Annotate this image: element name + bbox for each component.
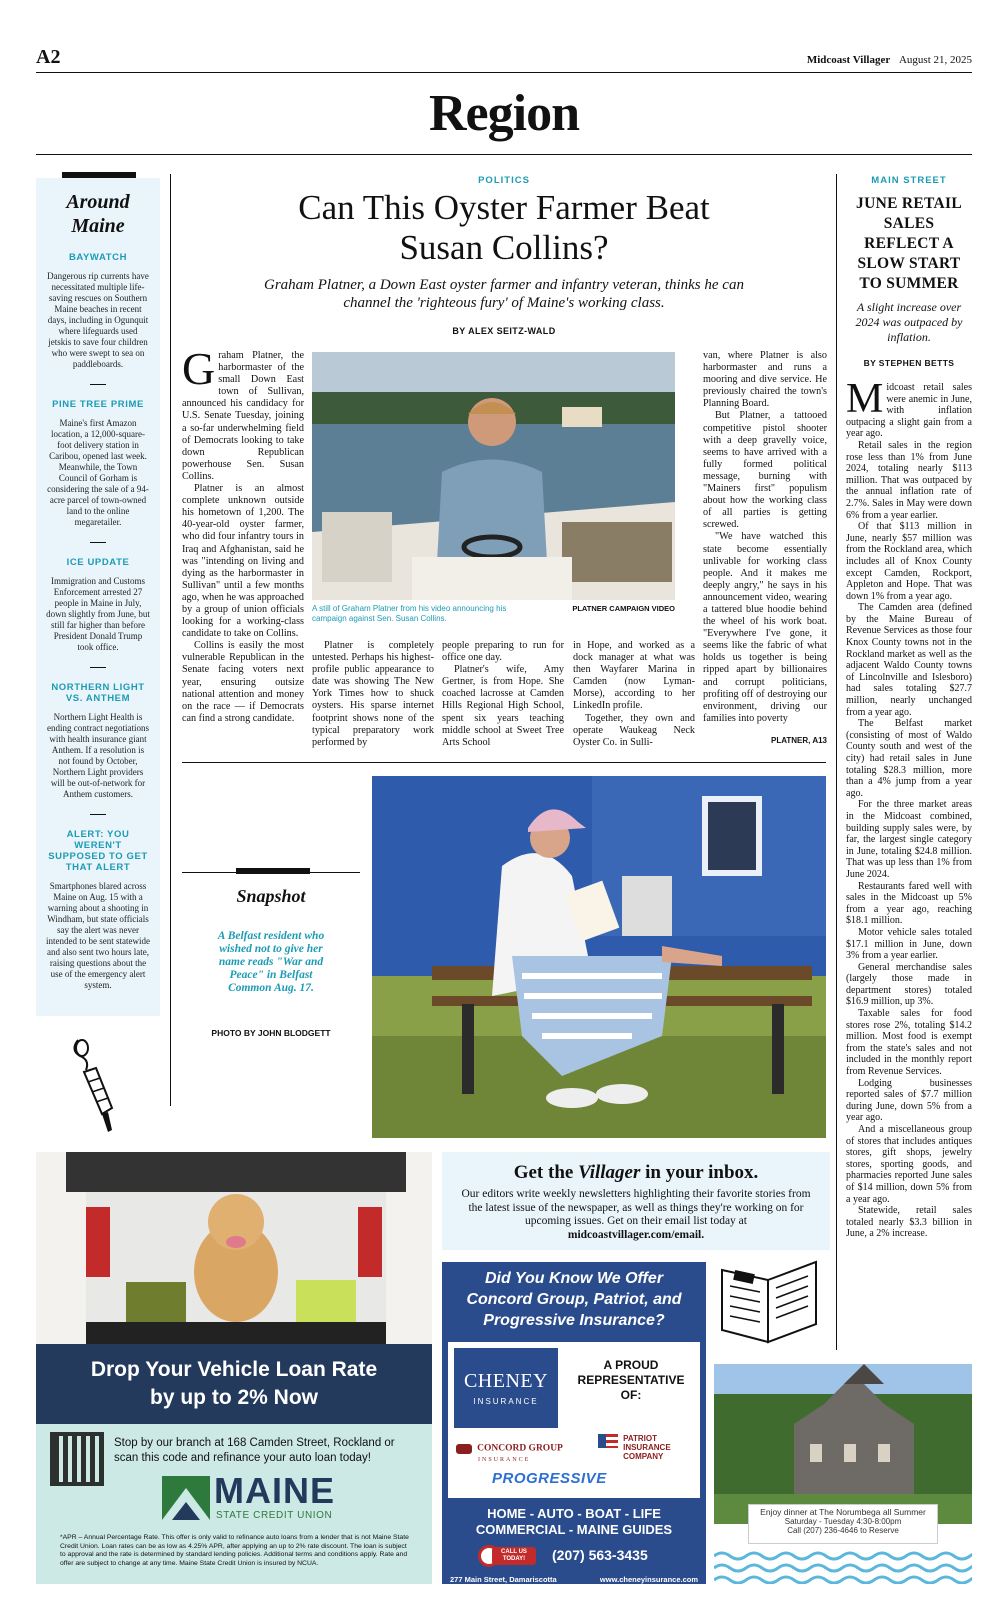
cheney-insurance-ad[interactable] (442, 1262, 706, 1584)
section-title: Region (429, 85, 579, 142)
cheney-brand-sub: INSURANCE (473, 1397, 539, 1406)
newsletter-headline (456, 1162, 816, 1184)
sidebar-item-heading: NORTHERN LIGHT VS. ANTHEM (51, 682, 145, 704)
newsletter-promo[interactable] (442, 1152, 830, 1250)
retail-byline: BY STEPHEN BETTS (863, 358, 955, 368)
sidebar-title: Around Maine (66, 191, 130, 237)
insurance-phone[interactable]: (207) 563-3435 (552, 1547, 648, 1563)
newsletter-headline-pre: Get the (513, 1162, 579, 1183)
column-rule (836, 174, 837, 1350)
newspaper-icon (716, 1250, 822, 1348)
sidebar-item (46, 399, 150, 528)
retail-paragraph: Lodging businesses reported sales of $7.7 million during June, down 5% from a year ago. (846, 1077, 972, 1124)
paper-dateline (807, 54, 972, 66)
newsletter-body-text: Our editors write weekly newsletters highlighting their favorite stories from the latest issue of the newspaper, as well as things they're working on for upcoming issues. Get on their email list today at (461, 1188, 811, 1227)
insurance-headline: Did You Know We Offer Concord Group, Patriot, and Progressive Insurance? (466, 1270, 682, 1329)
retail-paragraph: Restaurants fared well with sales in the Midcoast up 5% from a year ago, reaching $18.1 million. (846, 880, 972, 927)
sidebar-item-text: Immigration and Customs Enforcement arrested 27 people in Maine in July, down slightly from June, but still far higher than before President Donald Trump took office. (46, 576, 150, 652)
sidebar-item-text: Maine's first Amazon location, a 12,000-square-foot delivery station in Caribou, opened last week. Meanwhile, the Town Council of Gorham is considering the sale of a 94-acre parcel of town-owned land to the online megaretailer. (47, 418, 149, 527)
story-column-2 (312, 640, 434, 749)
sidebar-item-heading: PINE TREE PRIME (52, 399, 144, 410)
concord-sub: INSURANCE (478, 1457, 531, 1463)
retail-paragraph: The Belfast market (consisting of most of Waldo County south and west of the city) had retail sales in June totaling $28.3 million, more than a 4% jump from a year ago. (846, 718, 972, 799)
sidebar-item-heading: BAYWATCH (68, 252, 128, 263)
newsletter-headline-post: in your inbox. (640, 1162, 759, 1183)
insurance-footer (448, 1573, 700, 1587)
sidebar-item-text: Dangerous rip currents have necessitated multiple life-saving rescues on Southern Maine beaches in recent days, including in Ogunquit where lifeguards used jetskis to save four children who were swept to sea on paddleboards. (47, 271, 149, 369)
insurance-lines-1: HOME - AUTO - BOAT - LIFE (487, 1506, 661, 1521)
story-paragraph: Platner is an almost complete unknown outside his hometown of 1,200. The 40-year-old oyster farmer, who did four infantry tours in Iraq and Afghanistan, said he was "intending on living and dying as the harbormaster in Sullivan" until a few months ago, when he was approached by a group of union officials looking for a working-class candidate to take on Collins. (182, 483, 304, 640)
snapshot-title: Snapshot (236, 886, 306, 906)
retail-body (846, 376, 972, 1240)
retail-paragraph: And a miscellaneous group of stores that includes antiques stores, gift shops, jewelry stores, sporting goods, and pharmacies reported June sales of $14 million, down 5% from a year ago. (846, 1124, 972, 1205)
story-paragraph: But Platner, a tattooed competitive pistol shooter with a deep gravelly voice, seems to have arrived with a fully formed political message, burning with "Mainers first" populism about how the working class of all parties is getting screwed. (703, 410, 827, 531)
newsletter-body (456, 1188, 816, 1242)
ad-headline: Drop Your Vehicle Loan Rate by up to 2% Now (90, 1358, 378, 1409)
story-deck: Graham Platner, a Down East oyster farmer and infantry veteran, thinks he can channel the 'righteous fury' of Maine's working class. (264, 277, 744, 311)
insurance-white-panel (448, 1342, 700, 1498)
call-us-badge: CALL US TODAY! (492, 1547, 536, 1565)
mscu-logo (162, 1472, 362, 1526)
concord-name: CONCORD GROUP (477, 1443, 563, 1454)
story-paragraph: van, where Platner is also harbormaster and runs a mooring and dive service. He previously chaired the town's Planning Board. (703, 350, 827, 410)
patriot-logo (598, 1434, 698, 1461)
sidebar-item-heading: ICE UPDATE (66, 557, 130, 568)
sidebar-item (46, 829, 150, 991)
norumbega-line-2: Saturday - Tuesday 4:30-8:00pm (784, 1517, 902, 1526)
insurance-lines-2: COMMERCIAL - MAINE GUIDES (475, 1522, 673, 1537)
retail-paragraph: For the three market areas in the Midcoast combined, building supply sales were, by far, the largest single category in June, totaling $24.8 million. That was up less than 1% from June 2024. (846, 799, 972, 880)
sidebar-item-text: Northern Light Health is ending contract negotiations with health insurance giant Anthem. If a resolution is not found by October, Northern Light providers will be out-of-network for Anthem customers. (47, 712, 149, 799)
progressive-logo: PROGRESSIVE (492, 1470, 607, 1487)
retail-paragraph: Of that $113 million in June, nearly $57 million was from the Rockland area, which includes all of Knox County except Camden, Rockport, Appleton and Hope. That was down 1% from a year ago. (846, 521, 972, 602)
retail-kicker: MAIN STREET (871, 175, 947, 186)
retail-paragraph: idcoast retail sales were anemic in June, with inflation outpacing a slight gain from a year ago. (846, 382, 972, 440)
retail-paragraph: Taxable sales for food stores rose 2%, totaling $14.2 million. Most food is exempt from the state's sales and not included in the monthly report from Revenue Services. (846, 1008, 972, 1078)
retail-paragraph: The Camden area (defined by the Maine Bureau of Revenue Services as those four Knox County towns not in the Rockland market as well as the adjacent Waldo County towns of Lincolnville and Islesboro) had sales totaling $27.7 million, nearly unchanged from a year ago. (846, 602, 972, 718)
issue-date: August 21, 2025 (898, 54, 972, 66)
story-column-4 (573, 640, 695, 749)
paper-name: Midcoast Villager (806, 54, 891, 66)
norumbega-ad[interactable] (714, 1364, 972, 1584)
story-column-5 (703, 350, 827, 725)
retail-paragraph: Statewide, retail sales totaled nearly $3.3 billion in June, a 2% increase. (846, 1205, 972, 1240)
retail-paragraph: General merchandise sales (largely those made in department stores) totaled $16.9 million, up 3%. (846, 961, 972, 1008)
story-column-3 (442, 640, 564, 749)
story-paragraph: people preparing to run for office one day. (442, 640, 564, 664)
sidebar-item-heading: ALERT: YOU WEREN'T SUPPOSED TO GET THAT ALERT (48, 829, 148, 873)
flag-icon (598, 1434, 618, 1448)
around-maine-sidebar (36, 178, 160, 1016)
mscu-brand-sub: STATE CREDIT UNION (216, 1510, 333, 1521)
story-paragraph: Together, they own and operate Waukeag Neck Oyster Co. in Sulli- (573, 712, 695, 748)
patriot-name: PATRIOT INSURANCE COMPANY (623, 1434, 671, 1461)
story-headline[interactable]: Can This Oyster Farmer Beat Susan Collins? (298, 188, 710, 267)
section-rule (36, 154, 972, 155)
carriage-icon (456, 1444, 472, 1454)
insurance-tagline: A PROUD REPRESENTATIVE OF: (577, 1358, 685, 1402)
divider (90, 667, 106, 668)
mountain-icon (162, 1476, 210, 1520)
norumbega-info-box (748, 1504, 938, 1544)
story-rule (182, 762, 826, 763)
concord-logo (456, 1438, 576, 1463)
platner-photo[interactable] (312, 352, 675, 600)
masthead-rule (36, 72, 972, 73)
story-paragraph: "We have watched this state become essentially unlivable for working class people. And it makes me deeply angry," he says in his announcement video, wearing a tattered blue hoodie behind the wheel of his work boat. "Everywhere I've gone, it seems like the fabric of what holds us together is being ripped apart by billionaires and corrupt politicians, profiting off of destroying our environment, driving our families into poverty (703, 531, 827, 724)
sidebar-item-text: Smartphones blared across Maine on Aug. 15 with a warning about a shooting in Windham, but state officials say the alert was never intended to be sent statewide and also sent two hours late, raising questions about the use of the emergency alert system. (46, 881, 150, 990)
credit-union-ad[interactable] (36, 1152, 432, 1584)
norumbega-photo (714, 1364, 972, 1524)
jump-line[interactable]: PLATNER, A13 (770, 736, 827, 745)
mscu-brand: MAINE (214, 1470, 335, 1511)
story-paragraph: Platner's wife, Amy Gertner, is from Hope. She coached lacrosse at Camden Hills Regional High School, spent six years teaching middle school at Sweet Tree Arts School (442, 664, 564, 748)
sidebar-item (46, 682, 150, 800)
cheney-brand: CHENEY (463, 1370, 549, 1392)
ad-headline-band (36, 1344, 432, 1424)
story-paragraph: in Hope, and worked as a dock manager at what was then Wayfarer Marina in Camden (now Lyman-Morse), according to her LinkedIn profile. (573, 640, 695, 712)
ad-dog-photo (36, 1152, 432, 1344)
retail-paragraph: Retail sales in the region rose less than 1% from June 2024, totaling nearly $113 million. That was outpaced by the annual inflation rate of 2.7%. Sales in May were down 6% from a year earlier. (846, 439, 972, 521)
drop-cap: G (182, 343, 216, 394)
newsletter-headline-em: Villager (578, 1162, 641, 1183)
divider (90, 542, 106, 543)
photo-caption: A still of Graham Platner from his video announcing his campaign against Sen. Susan Collins. (312, 604, 507, 623)
page-number: A2 (36, 46, 61, 68)
story-paragraph: Platner is completely untested. Perhaps his highest-profile public appearance to date was showing The New York Times how to shuck oysters. His sparse internet footprint shows none of the typical preparatory work performed by (312, 640, 434, 748)
buoy-icon (66, 1036, 126, 1136)
column-rule (170, 174, 171, 1106)
story-paragraph: Collins is easily the most vulnerable Republican in the Senate facing voters next year, ensuring outsize national attention and money on the race — if Democrats can find a strong candidate. (182, 640, 304, 724)
story-column-1 (182, 343, 304, 725)
wave-decoration (714, 1548, 972, 1584)
sidebar-item (46, 252, 150, 370)
snapshot-caption: A Belfast resident who wished not to give her name reads "War and Peace" in Belfast Common Aug. 17. (217, 930, 325, 994)
norumbega-line-1: Enjoy dinner at The Norumbega all Summer (760, 1507, 926, 1517)
insurance-website[interactable]: www.cheneyinsurance.com (599, 1575, 698, 1584)
snapshot-photo[interactable] (372, 776, 826, 1138)
retail-deck: A slight increase over 2024 was outpaced by inflation. (855, 300, 963, 344)
story-kicker: POLITICS (478, 175, 530, 186)
ad-body: Stop by our branch at 168 Camden Street, Rockland or scan this code and refinance your auto loan today! (114, 1437, 395, 1464)
newsletter-link[interactable]: midcoastvillager.com/email. (567, 1228, 705, 1241)
snapshot-credit: PHOTO BY JOHN BLODGETT (211, 1028, 331, 1038)
cheney-logo (454, 1348, 558, 1428)
retail-paragraph: Motor vehicle sales totaled $17.1 million in June, down 3% from a year earlier. (846, 926, 972, 962)
photo-credit: PLATNER CAMPAIGN VIDEO (572, 604, 675, 613)
divider (90, 384, 106, 385)
norumbega-line-3[interactable]: Call (207) 236-4646 to Reserve (787, 1526, 899, 1535)
retail-headline[interactable]: JUNE RETAIL SALES REFLECT A SLOW START TO SUMMER (856, 195, 962, 292)
divider (90, 814, 106, 815)
story-paragraph: raham Platner, the harbormaster of the small Down East town of Sullivan, announced his candidacy for U.S. Senate Tuesday, joining a so-far underwhelming field of Democrats looking to take down Republican powerhouse Sen. Susan Collins. (182, 350, 304, 482)
snapshot-bar (236, 868, 310, 874)
sidebar-item (46, 557, 150, 653)
insurance-address: 277 Main Street, Damariscotta (450, 1575, 557, 1584)
call-row (448, 1541, 700, 1571)
ad-fine-print: *APR – Annual Percentage Rate. This offer is only valid to refinance auto loans from a lender that is not Maine State Credit Union. Loan rates can be as low as 4.25% APR, after applying an up to 2% rate discount. The loan is subject to approval and the rate is determined by standard lending policies. Additional terms and conditions apply. Rate and offer are subject to change at any time. Maine State Credit Union is insured by NCUA. (60, 1534, 409, 1567)
drop-cap: M (846, 376, 884, 422)
story-byline: BY ALEX SEITZ-WALD (452, 326, 556, 336)
qr-code-icon[interactable] (50, 1432, 104, 1486)
